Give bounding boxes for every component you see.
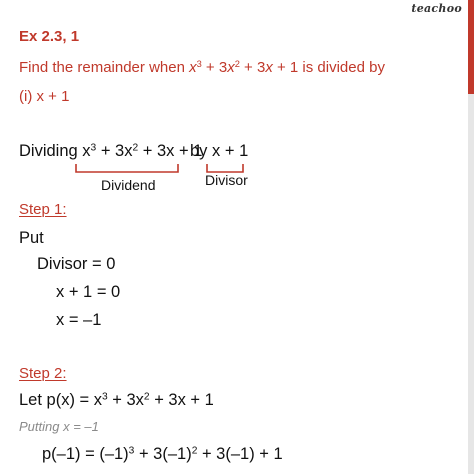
teachoo-logo: teachoo (411, 2, 462, 15)
exp-cube: 3 (196, 58, 202, 69)
divisor-label: Divisor (205, 172, 248, 188)
step1-line1: Divisor = 0 (37, 255, 116, 273)
let-a: Let p(x) = x (19, 391, 102, 409)
dividend-label: Dividend (101, 177, 156, 193)
step1-line3: x = –1 (56, 311, 102, 329)
exp-square: 2 (191, 445, 198, 457)
dividend-b: + 3x (96, 142, 133, 160)
let-c: + 3x + 1 (149, 391, 214, 409)
question-prefix: Find the remainder when (19, 59, 190, 76)
eval-c: + 3(–1) + 1 (197, 445, 283, 463)
step2-let (19, 391, 214, 410)
scrollbar-track[interactable] (468, 0, 474, 474)
dividend-a: x (82, 142, 91, 160)
dividing-prefix: Dividing (19, 142, 78, 160)
dividend-brace (74, 163, 180, 177)
scrollbar-thumb[interactable] (468, 0, 474, 94)
eval-a: p(–1) = (–1) (42, 445, 129, 463)
exp-cube: 3 (102, 391, 108, 403)
exercise-title: Ex 2.3, 1 (19, 28, 80, 45)
exp-square: 2 (143, 391, 150, 403)
step2-hint: Putting x = –1 (19, 419, 99, 434)
divisor-expression: by x + 1 (190, 142, 249, 160)
dividing-line (19, 142, 202, 161)
step1-line2: x + 1 = 0 (56, 283, 121, 301)
eval-b: + 3(–1) (134, 445, 192, 463)
let-b: + 3x (107, 391, 144, 409)
step2-eval (42, 445, 283, 464)
step1-title: Step 1: (19, 201, 67, 218)
question-text: Find the remainder when $x^3 + 3x^2 + 3x + 1$ is divided by (19, 58, 385, 76)
step2-title: Step 2: (19, 365, 67, 382)
step1-put: Put (19, 229, 44, 247)
question-suffix: is divided by (298, 59, 385, 76)
exp-square: 2 (132, 142, 139, 154)
exp-square: 2 (234, 58, 240, 69)
dividend-c: + 3x + 1 (138, 142, 203, 160)
question-part: (i) x + 1 (19, 88, 70, 105)
exp-cube: 3 (90, 142, 97, 154)
exp-cube: 3 (128, 445, 135, 457)
dividend-expression (82, 142, 202, 160)
